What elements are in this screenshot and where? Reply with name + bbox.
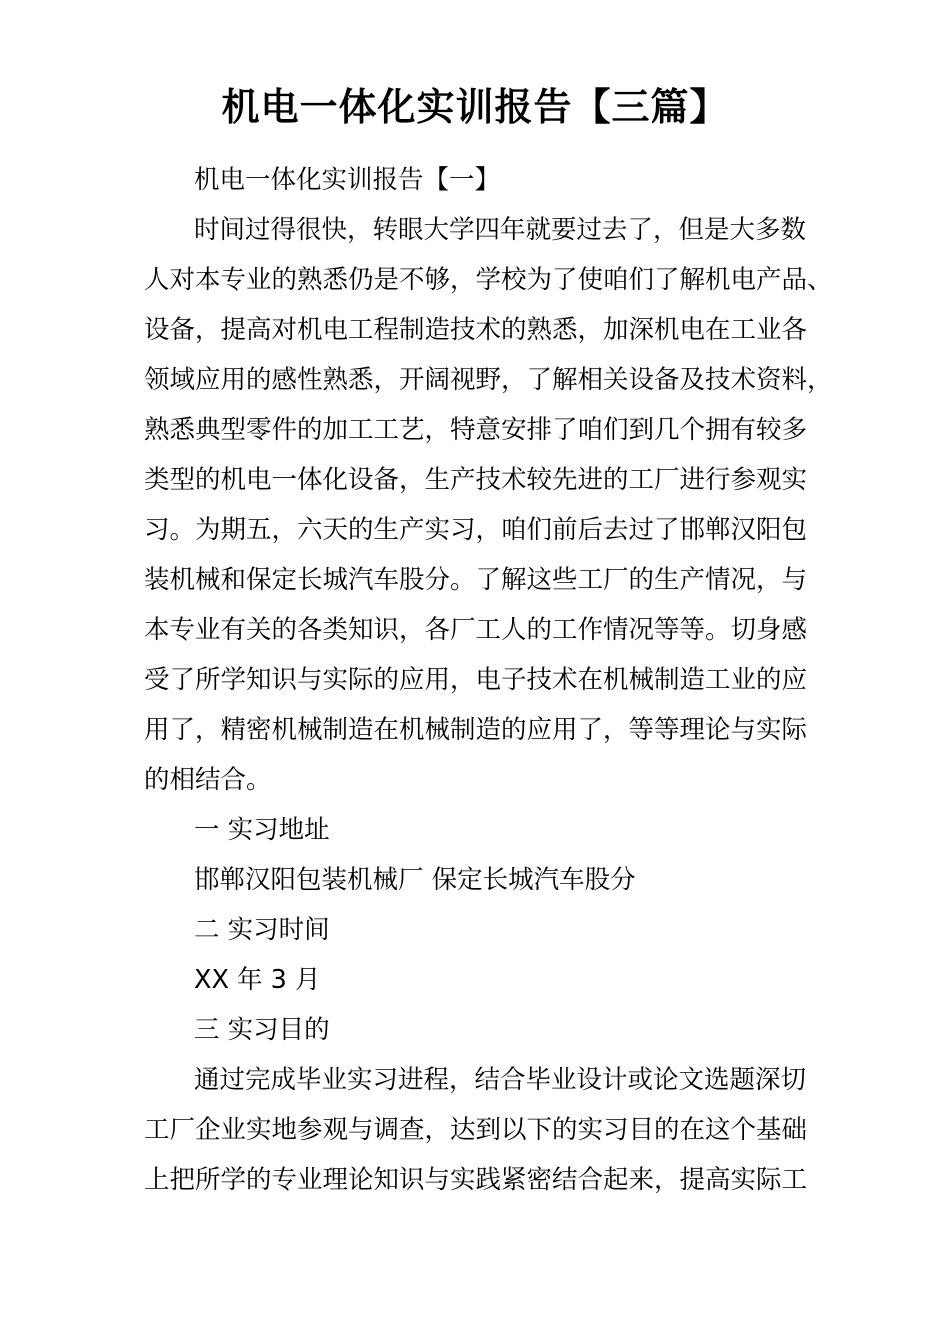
paragraph-line: 装机械和保定长城汽车股分。了解这些工厂的生产情况，与 — [144, 565, 808, 595]
paragraph-line: 类型的机电一体化设备，生产技术较先进的工厂进行参观实 — [144, 465, 808, 495]
paragraph-line: 工厂企业实地参观与调查，达到以下的实习目的在这个基础 — [144, 1115, 808, 1145]
paragraph-line: 受了所学知识与实际的应用，电子技术在机械制造工业的应 — [144, 665, 808, 695]
paragraph-line: 上把所学的专业理论知识与实践紧密结合起来，提高实际工 — [144, 1165, 808, 1195]
document-title: 机电一体化实训报告【三篇】 — [221, 84, 729, 129]
paragraph-line: 用了，精密机械制造在机械制造的应用了，等等理论与实际 — [144, 715, 808, 745]
paragraph-line: 熟悉典型零件的加工工艺，特意安排了咱们到几个拥有较多 — [144, 415, 808, 445]
paragraph-line: 习。为期五，六天的生产实习，咱们前后去过了邯郸汉阳包 — [144, 515, 808, 545]
paragraph-line: 邯郸汉阳包装机械厂 保定长城汽车股分 — [194, 865, 636, 895]
paragraph-line: 通过完成毕业实习进程，结合毕业设计或论文选题深切 — [194, 1065, 807, 1095]
subsection-heading: 三 实习目的 — [194, 1015, 330, 1045]
subsection-heading: 二 实习时间 — [194, 915, 330, 945]
paragraph-line: 本专业有关的各类知识，各厂工人的工作情况等等。切身感 — [144, 615, 808, 645]
paragraph-line: 领域应用的感性熟悉，开阔视野，了解相关设备及技术资料， — [144, 365, 833, 395]
section-heading: 机电一体化实训报告【一】 — [194, 165, 501, 195]
paragraph-line: 人对本专业的熟悉仍是不够，学校为了使咱们了解机电产品、 — [144, 265, 833, 295]
subsection-heading: 一 实习地址 — [194, 815, 330, 845]
paragraph-line: XX 年 3 月 — [194, 965, 321, 995]
paragraph-line: 设备，提高对机电工程制造技术的熟悉，加深机电在工业各 — [144, 315, 808, 345]
document-body — [144, 155, 833, 1205]
paragraph-line: 的相结合。 — [144, 765, 272, 795]
paragraph-line: 时间过得很快，转眼大学四年就要过去了，但是大多数 — [194, 215, 807, 245]
